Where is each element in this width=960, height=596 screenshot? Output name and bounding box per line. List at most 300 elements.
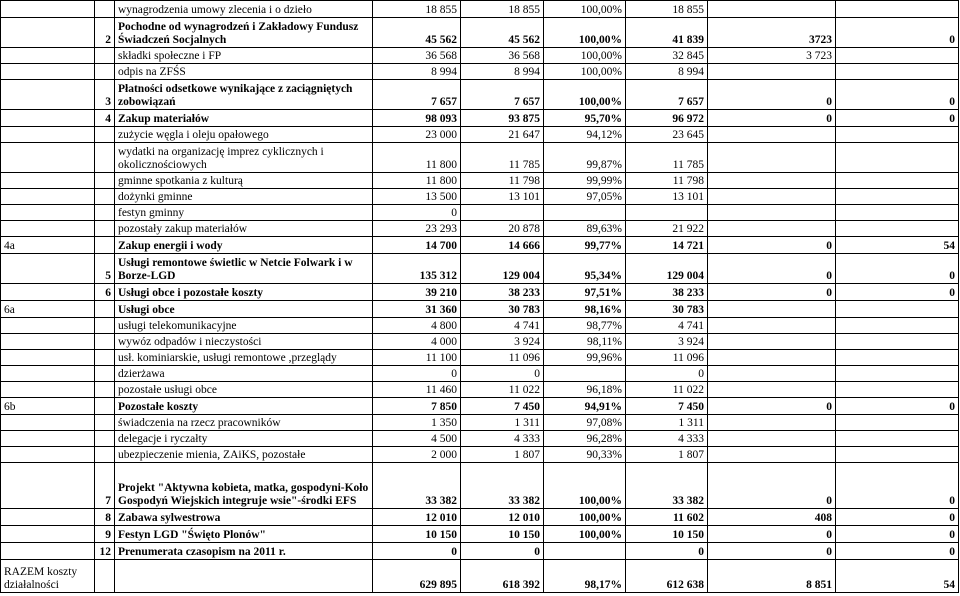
plan-value-cell: 11 800 — [373, 173, 461, 189]
description-cell: składki społeczne i FP — [115, 48, 373, 64]
value-i-cell — [708, 221, 836, 237]
section-code-cell — [1, 350, 95, 366]
table-row — [1, 334, 959, 350]
execution-value-cell — [461, 205, 544, 221]
item-number-cell — [95, 189, 115, 205]
value-i-cell — [708, 64, 836, 80]
item-number-cell: 12 — [95, 543, 115, 560]
description-cell: Usługi obce i pozostałe koszty — [115, 284, 373, 301]
plan-value-cell: 13 500 — [373, 189, 461, 205]
value-j-cell — [836, 366, 959, 382]
value-i-cell — [708, 1, 836, 18]
value-i-cell: 0 — [708, 284, 836, 301]
item-number-cell: 6 — [95, 284, 115, 301]
percent-cell: 100,00% — [544, 18, 626, 48]
value-i-cell: 0 — [708, 463, 836, 509]
value-j-cell — [836, 447, 959, 463]
section-code-cell — [1, 366, 95, 382]
section-code-cell — [1, 415, 95, 431]
section-code-cell — [1, 173, 95, 189]
execution-value-cell: 36 568 — [461, 48, 544, 64]
section-code-cell — [1, 447, 95, 463]
description-cell: Pochodne od wynagrodzeń i Zakładowy Fundusz Świadczeń Socjalnych — [115, 18, 373, 48]
plan-value-cell: 14 700 — [373, 237, 461, 254]
item-number-cell — [95, 447, 115, 463]
item-number-cell — [95, 318, 115, 334]
value-j-cell: 0 — [836, 509, 959, 526]
value-j-cell — [836, 301, 959, 318]
percent-cell: 99,87% — [544, 143, 626, 173]
table-row — [1, 398, 959, 415]
value-h-cell: 23 645 — [626, 127, 708, 143]
percent-cell: 99,77% — [544, 237, 626, 254]
value-j-cell: 0 — [836, 463, 959, 509]
percent-cell: 96,18% — [544, 382, 626, 398]
value-j-cell — [836, 1, 959, 18]
execution-value-cell: 18 855 — [461, 1, 544, 18]
execution-value-cell: 1 807 — [461, 447, 544, 463]
item-number-cell: 3 — [95, 80, 115, 110]
section-code-cell — [1, 80, 95, 110]
execution-value-cell: 14 666 — [461, 237, 544, 254]
execution-value-cell: 1 311 — [461, 415, 544, 431]
execution-value-cell: 11 785 — [461, 143, 544, 173]
value-i-cell: 8 851 — [708, 560, 836, 593]
value-i-cell — [708, 334, 836, 350]
table-row — [1, 509, 959, 526]
item-number-cell: 8 — [95, 509, 115, 526]
item-number-cell — [95, 334, 115, 350]
value-h-cell: 30 783 — [626, 301, 708, 318]
plan-value-cell: 11 460 — [373, 382, 461, 398]
value-j-cell — [836, 221, 959, 237]
percent-cell: 100,00% — [544, 48, 626, 64]
value-h-cell — [626, 205, 708, 221]
value-h-cell: 1 807 — [626, 447, 708, 463]
execution-value-cell: 618 392 — [461, 560, 544, 593]
value-j-cell — [836, 143, 959, 173]
item-number-cell — [95, 560, 115, 593]
description-cell: wynagrodzenia umowy zlecenia i o dzieło — [115, 1, 373, 18]
plan-value-cell: 10 150 — [373, 526, 461, 543]
section-code-cell — [1, 431, 95, 447]
value-j-cell: 0 — [836, 284, 959, 301]
section-code-cell — [1, 143, 95, 173]
percent-cell: 98,17% — [544, 560, 626, 593]
description-cell: wywóz odpadów i nieczystości — [115, 334, 373, 350]
value-h-cell: 7 657 — [626, 80, 708, 110]
table-row — [1, 237, 959, 254]
section-code-cell — [1, 127, 95, 143]
item-number-cell — [95, 1, 115, 18]
execution-value-cell: 129 004 — [461, 254, 544, 284]
value-i-cell — [708, 350, 836, 366]
value-h-cell: 10 150 — [626, 526, 708, 543]
item-number-cell — [95, 173, 115, 189]
item-number-cell: 7 — [95, 463, 115, 509]
section-code-cell — [1, 254, 95, 284]
execution-value-cell: 7 450 — [461, 398, 544, 415]
table-row — [1, 543, 959, 560]
percent-cell: 100,00% — [544, 64, 626, 80]
item-number-cell — [95, 366, 115, 382]
execution-value-cell: 0 — [461, 366, 544, 382]
value-i-cell: 3 723 — [708, 48, 836, 64]
description-cell: dożynki gminne — [115, 189, 373, 205]
plan-value-cell: 4 000 — [373, 334, 461, 350]
value-h-cell: 38 233 — [626, 284, 708, 301]
table-row — [1, 526, 959, 543]
plan-value-cell: 31 360 — [373, 301, 461, 318]
plan-value-cell: 45 562 — [373, 18, 461, 48]
cost-table-body — [1, 1, 959, 593]
plan-value-cell: 18 855 — [373, 1, 461, 18]
execution-value-cell: 93 875 — [461, 110, 544, 127]
section-code-cell — [1, 110, 95, 127]
value-j-cell — [836, 189, 959, 205]
value-h-cell: 4 741 — [626, 318, 708, 334]
percent-cell: 100,00% — [544, 509, 626, 526]
table-row — [1, 301, 959, 318]
value-j-cell: 54 — [836, 237, 959, 254]
value-i-cell: 0 — [708, 237, 836, 254]
execution-value-cell: 7 657 — [461, 80, 544, 110]
execution-value-cell: 4 333 — [461, 431, 544, 447]
value-j-cell: 0 — [836, 110, 959, 127]
value-h-cell: 11 096 — [626, 350, 708, 366]
execution-value-cell: 38 233 — [461, 284, 544, 301]
description-cell: pozostałe usługi obce — [115, 382, 373, 398]
execution-value-cell: 11 022 — [461, 382, 544, 398]
item-number-cell — [95, 143, 115, 173]
plan-value-cell: 12 010 — [373, 509, 461, 526]
value-i-cell: 0 — [708, 254, 836, 284]
value-j-cell — [836, 64, 959, 80]
percent-cell — [544, 543, 626, 560]
value-i-cell — [708, 447, 836, 463]
item-number-cell — [95, 382, 115, 398]
value-h-cell: 3 924 — [626, 334, 708, 350]
section-code-cell: 4a — [1, 237, 95, 254]
description-cell: Prenumerata czasopism na 2011 r. — [115, 543, 373, 560]
description-cell: Zakup materiałów — [115, 110, 373, 127]
value-i-cell: 3723 — [708, 18, 836, 48]
description-cell: dzierżawa — [115, 366, 373, 382]
execution-value-cell: 0 — [461, 543, 544, 560]
execution-value-cell: 33 382 — [461, 463, 544, 509]
item-number-cell: 2 — [95, 18, 115, 48]
description-cell: Pozostałe koszty — [115, 398, 373, 415]
percent-cell: 99,99% — [544, 173, 626, 189]
item-number-cell — [95, 48, 115, 64]
section-code-cell — [1, 189, 95, 205]
value-i-cell — [708, 415, 836, 431]
plan-value-cell: 36 568 — [373, 48, 461, 64]
item-number-cell — [95, 205, 115, 221]
value-j-cell — [836, 431, 959, 447]
section-code-cell — [1, 48, 95, 64]
description-cell: Projekt "Aktywna kobieta, matka, gospodyni-Koło Gospodyń Wiejskich integruje wsie"-środki EFS — [115, 463, 373, 509]
section-code-cell — [1, 64, 95, 80]
description-cell: delegacje i ryczałty — [115, 431, 373, 447]
section-code-cell — [1, 1, 95, 18]
value-i-cell: 0 — [708, 543, 836, 560]
description-cell: Festyn LGD "Święto Plonów" — [115, 526, 373, 543]
section-code-cell: 6b — [1, 398, 95, 415]
item-number-cell: 9 — [95, 526, 115, 543]
table-row — [1, 189, 959, 205]
value-j-cell: 0 — [836, 18, 959, 48]
value-i-cell — [708, 127, 836, 143]
plan-value-cell: 2 000 — [373, 447, 461, 463]
plan-value-cell: 7 850 — [373, 398, 461, 415]
value-h-cell: 129 004 — [626, 254, 708, 284]
value-j-cell — [836, 350, 959, 366]
section-code-cell: 6a — [1, 301, 95, 318]
value-h-cell: 8 994 — [626, 64, 708, 80]
value-i-cell — [708, 173, 836, 189]
value-i-cell — [708, 143, 836, 173]
description-cell: usł. kominiarskie, usługi remontowe ,przeglądy — [115, 350, 373, 366]
percent-cell: 97,08% — [544, 415, 626, 431]
section-code-cell — [1, 526, 95, 543]
item-number-cell — [95, 301, 115, 318]
plan-value-cell: 11 100 — [373, 350, 461, 366]
value-h-cell: 1 311 — [626, 415, 708, 431]
execution-value-cell: 11 798 — [461, 173, 544, 189]
value-i-cell — [708, 382, 836, 398]
section-code-cell — [1, 284, 95, 301]
execution-value-cell: 3 924 — [461, 334, 544, 350]
plan-value-cell: 0 — [373, 205, 461, 221]
section-code-cell — [1, 334, 95, 350]
percent-cell: 100,00% — [544, 526, 626, 543]
plan-value-cell: 4 800 — [373, 318, 461, 334]
value-j-cell: 0 — [836, 254, 959, 284]
description-cell: Zakup energii i wody — [115, 237, 373, 254]
value-j-cell — [836, 173, 959, 189]
percent-cell: 98,11% — [544, 334, 626, 350]
value-i-cell — [708, 205, 836, 221]
value-h-cell: 18 855 — [626, 1, 708, 18]
value-h-cell: 11 798 — [626, 173, 708, 189]
value-h-cell: 612 638 — [626, 560, 708, 593]
item-number-cell — [95, 431, 115, 447]
table-row — [1, 127, 959, 143]
description-cell: ubezpieczenie mienia, ZAiKS, pozostałe — [115, 447, 373, 463]
table-row — [1, 1, 959, 18]
value-j-cell — [836, 334, 959, 350]
percent-cell: 96,28% — [544, 431, 626, 447]
value-i-cell — [708, 318, 836, 334]
value-h-cell: 11 785 — [626, 143, 708, 173]
plan-value-cell: 23 000 — [373, 127, 461, 143]
item-number-cell: 4 — [95, 110, 115, 127]
plan-value-cell: 23 293 — [373, 221, 461, 237]
value-h-cell: 0 — [626, 543, 708, 560]
item-number-cell — [95, 237, 115, 254]
value-j-cell: 0 — [836, 398, 959, 415]
percent-cell: 97,05% — [544, 189, 626, 205]
value-h-cell: 13 101 — [626, 189, 708, 205]
plan-value-cell: 4 500 — [373, 431, 461, 447]
value-i-cell — [708, 301, 836, 318]
value-i-cell: 408 — [708, 509, 836, 526]
execution-value-cell: 20 878 — [461, 221, 544, 237]
section-code-cell — [1, 463, 95, 509]
value-h-cell: 33 382 — [626, 463, 708, 509]
description-cell: zużycie węgla i oleju opałowego — [115, 127, 373, 143]
item-number-cell — [95, 415, 115, 431]
percent-cell: 95,34% — [544, 254, 626, 284]
table-row — [1, 382, 959, 398]
plan-value-cell: 98 093 — [373, 110, 461, 127]
percent-cell: 100,00% — [544, 1, 626, 18]
percent-cell: 100,00% — [544, 80, 626, 110]
execution-value-cell: 4 741 — [461, 318, 544, 334]
description-cell: świadczenia na rzecz pracowników — [115, 415, 373, 431]
table-row — [1, 221, 959, 237]
value-j-cell — [836, 415, 959, 431]
table-row — [1, 463, 959, 509]
item-number-cell — [95, 64, 115, 80]
percent-cell: 100,00% — [544, 463, 626, 509]
plan-value-cell: 135 312 — [373, 254, 461, 284]
value-h-cell: 0 — [626, 366, 708, 382]
item-number-cell: 5 — [95, 254, 115, 284]
value-h-cell: 7 450 — [626, 398, 708, 415]
item-number-cell — [95, 350, 115, 366]
description-cell: festyn gminny — [115, 205, 373, 221]
value-j-cell — [836, 48, 959, 64]
description-cell: Usługi remontowe świetlic w Netcie Folwark i w Borze-LGD — [115, 254, 373, 284]
description-cell: Zabawa sylwestrowa — [115, 509, 373, 526]
description-cell: usługi telekomunikacyjne — [115, 318, 373, 334]
value-j-cell — [836, 318, 959, 334]
value-j-cell: 0 — [836, 80, 959, 110]
plan-value-cell: 33 382 — [373, 463, 461, 509]
table-row — [1, 350, 959, 366]
description-cell: odpis na ZFŚS — [115, 64, 373, 80]
value-i-cell — [708, 366, 836, 382]
value-i-cell: 0 — [708, 398, 836, 415]
value-h-cell: 21 922 — [626, 221, 708, 237]
plan-value-cell: 0 — [373, 366, 461, 382]
description-cell — [115, 560, 373, 593]
section-code-cell — [1, 543, 95, 560]
description-cell: Usługi obce — [115, 301, 373, 318]
value-h-cell: 41 839 — [626, 18, 708, 48]
section-code-cell — [1, 382, 95, 398]
table-row — [1, 64, 959, 80]
section-code-cell — [1, 509, 95, 526]
table-row — [1, 110, 959, 127]
percent-cell: 97,51% — [544, 284, 626, 301]
table-row — [1, 143, 959, 173]
execution-value-cell: 12 010 — [461, 509, 544, 526]
table-row — [1, 205, 959, 221]
table-row — [1, 560, 959, 593]
section-code-cell — [1, 18, 95, 48]
value-h-cell: 4 333 — [626, 431, 708, 447]
value-j-cell: 0 — [836, 543, 959, 560]
execution-value-cell: 21 647 — [461, 127, 544, 143]
description-cell: pozostały zakup materiałów — [115, 221, 373, 237]
value-j-cell — [836, 205, 959, 221]
value-h-cell: 14 721 — [626, 237, 708, 254]
plan-value-cell: 0 — [373, 543, 461, 560]
plan-value-cell: 629 895 — [373, 560, 461, 593]
plan-value-cell: 1 350 — [373, 415, 461, 431]
value-i-cell: 0 — [708, 110, 836, 127]
execution-value-cell: 45 562 — [461, 18, 544, 48]
section-code-cell — [1, 318, 95, 334]
table-row — [1, 318, 959, 334]
value-i-cell — [708, 189, 836, 205]
value-h-cell: 11 022 — [626, 382, 708, 398]
table-row — [1, 173, 959, 189]
section-code-cell — [1, 205, 95, 221]
value-h-cell: 32 845 — [626, 48, 708, 64]
execution-value-cell: 10 150 — [461, 526, 544, 543]
plan-value-cell: 7 657 — [373, 80, 461, 110]
table-row — [1, 284, 959, 301]
value-j-cell — [836, 382, 959, 398]
value-i-cell: 0 — [708, 80, 836, 110]
section-code-cell — [1, 221, 95, 237]
value-h-cell: 96 972 — [626, 110, 708, 127]
percent-cell: 89,63% — [544, 221, 626, 237]
description-cell: Płatności odsetkowe wynikające z zaciągniętych zobowiązań — [115, 80, 373, 110]
value-i-cell: 0 — [708, 526, 836, 543]
percent-cell: 94,12% — [544, 127, 626, 143]
description-cell: gminne spotkania z kulturą — [115, 173, 373, 189]
item-number-cell — [95, 398, 115, 415]
plan-value-cell: 11 800 — [373, 143, 461, 173]
execution-value-cell: 30 783 — [461, 301, 544, 318]
table-row — [1, 254, 959, 284]
value-j-cell: 0 — [836, 526, 959, 543]
item-number-cell — [95, 127, 115, 143]
table-row — [1, 415, 959, 431]
value-h-cell: 11 602 — [626, 509, 708, 526]
percent-cell: 98,16% — [544, 301, 626, 318]
percent-cell: 99,96% — [544, 350, 626, 366]
description-cell: wydatki na organizację imprez cyklicznych i okolicznościowych — [115, 143, 373, 173]
plan-value-cell: 39 210 — [373, 284, 461, 301]
table-row — [1, 366, 959, 382]
table-row — [1, 80, 959, 110]
execution-value-cell: 13 101 — [461, 189, 544, 205]
table-row — [1, 447, 959, 463]
execution-value-cell: 8 994 — [461, 64, 544, 80]
percent-cell: 94,91% — [544, 398, 626, 415]
percent-cell: 90,33% — [544, 447, 626, 463]
item-number-cell — [95, 221, 115, 237]
execution-value-cell: 11 096 — [461, 350, 544, 366]
value-i-cell — [708, 431, 836, 447]
plan-value-cell: 8 994 — [373, 64, 461, 80]
percent-cell: 95,70% — [544, 110, 626, 127]
value-j-cell — [836, 127, 959, 143]
percent-cell: 98,77% — [544, 318, 626, 334]
percent-cell — [544, 205, 626, 221]
table-row — [1, 18, 959, 48]
section-code-cell: RAZEM koszty działalności — [1, 560, 95, 593]
table-row — [1, 431, 959, 447]
value-j-cell: 54 — [836, 560, 959, 593]
table-row — [1, 48, 959, 64]
